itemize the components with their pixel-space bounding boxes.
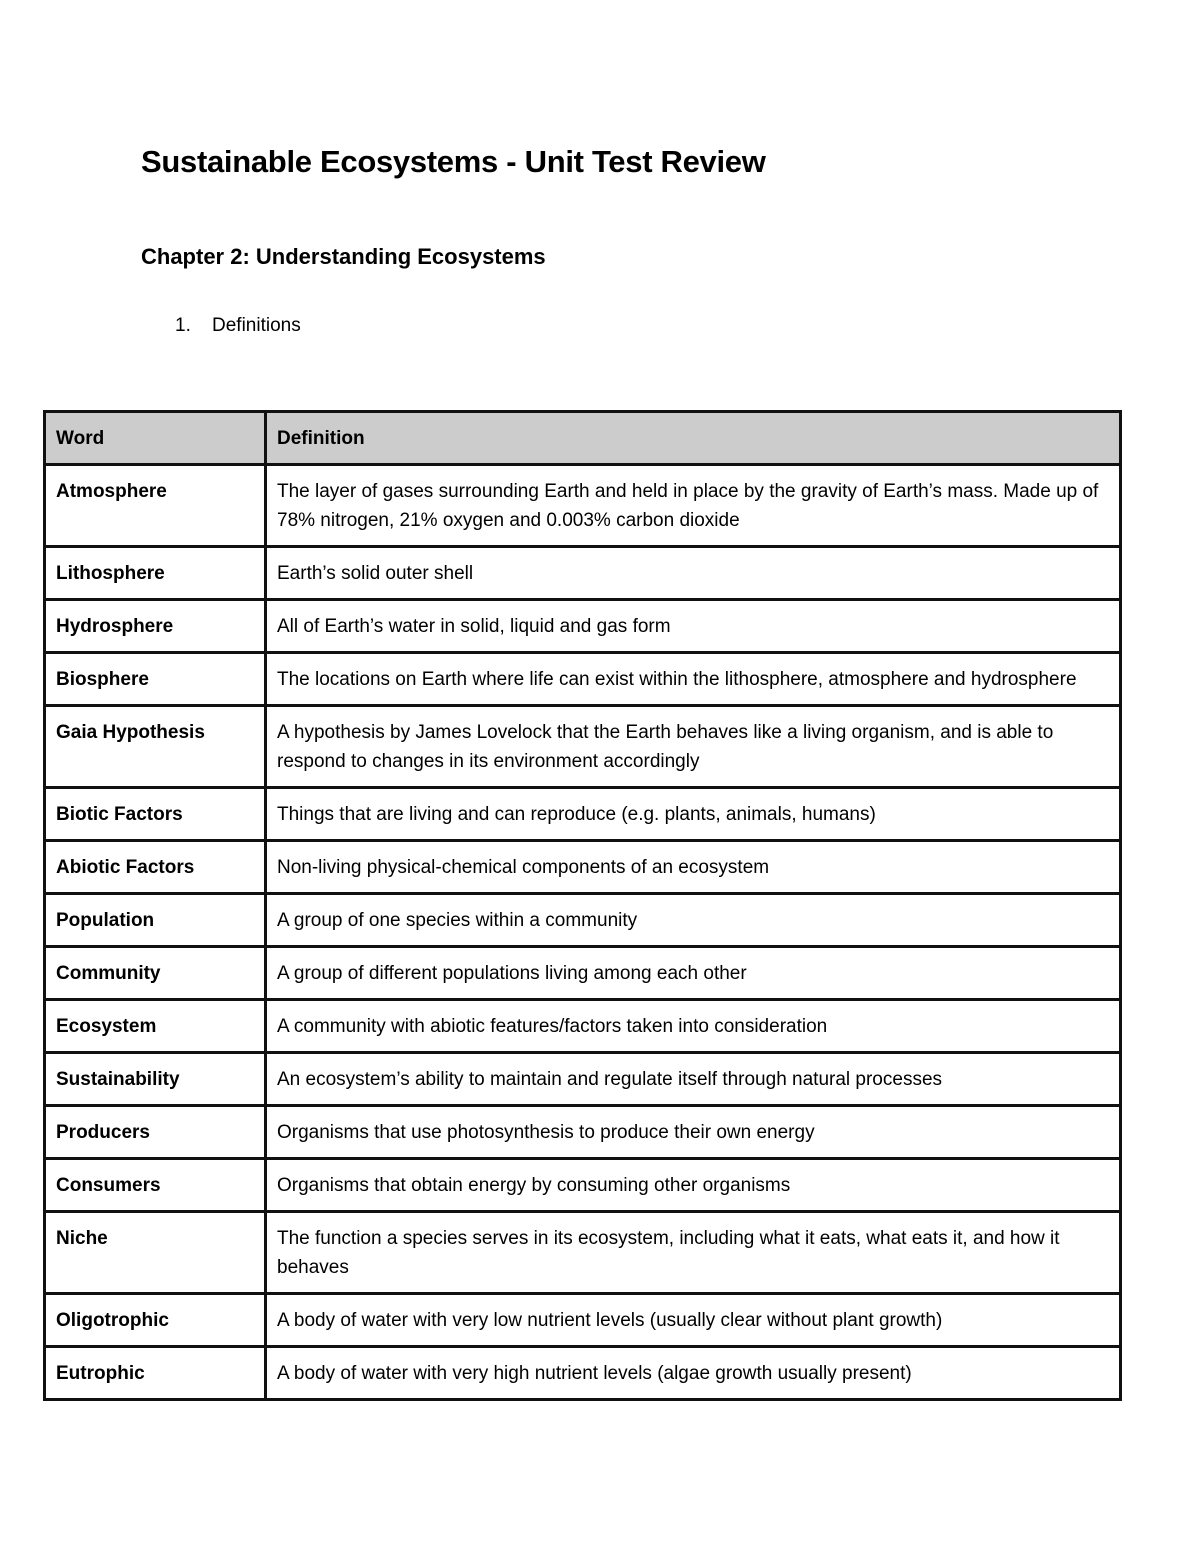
list-label: Definitions (212, 315, 301, 336)
table-row (45, 465, 1121, 547)
definition-cell: The function a species serves in its ecosystem, including what it eats, what eats it, and how it behaves (266, 1212, 1121, 1294)
table-row (45, 894, 1121, 947)
definition-cell: The layer of gases surrounding Earth and held in place by the gravity of Earth’s mass. Made up of 78% nitrogen, 21% oxygen and 0.003% carbon dioxide (266, 465, 1121, 547)
table-row (45, 841, 1121, 894)
definition-cell: A group of different populations living among each other (266, 947, 1121, 1000)
word-cell: Producers (45, 1106, 266, 1159)
definition-cell: An ecosystem’s ability to maintain and regulate itself through natural processes (266, 1053, 1121, 1106)
numbered-list (175, 311, 301, 341)
definition-cell: Non-living physical-chemical components of an ecosystem (266, 841, 1121, 894)
definition-cell: All of Earth’s water in solid, liquid and gas form (266, 600, 1121, 653)
list-number: 1. (175, 315, 191, 336)
word-cell: Eutrophic (45, 1347, 266, 1400)
column-header-definition: Definition (266, 412, 1121, 465)
chapter-heading: Chapter 2: Understanding Ecosystems (141, 244, 546, 269)
definition-cell: A body of water with very low nutrient levels (usually clear without plant growth) (266, 1294, 1121, 1347)
table-row (45, 1347, 1121, 1400)
word-cell: Community (45, 947, 266, 1000)
word-cell: Population (45, 894, 266, 947)
table-row (45, 1159, 1121, 1212)
table-row (45, 947, 1121, 1000)
definition-cell: A body of water with very high nutrient levels (algae growth usually present) (266, 1347, 1121, 1400)
word-cell: Oligotrophic (45, 1294, 266, 1347)
table-row (45, 706, 1121, 788)
table-row (45, 1294, 1121, 1347)
definition-cell: Organisms that use photosynthesis to produce their own energy (266, 1106, 1121, 1159)
definition-cell: Earth’s solid outer shell (266, 547, 1121, 600)
word-cell: Abiotic Factors (45, 841, 266, 894)
definition-cell: A community with abiotic features/factors taken into consideration (266, 1000, 1121, 1053)
word-cell: Sustainability (45, 1053, 266, 1106)
word-cell: Niche (45, 1212, 266, 1294)
table-row (45, 1106, 1121, 1159)
table-row (45, 653, 1121, 706)
table-row (45, 600, 1121, 653)
word-cell: Biotic Factors (45, 788, 266, 841)
definition-cell: The locations on Earth where life can exist within the lithosphere, atmosphere and hydrosphere (266, 653, 1121, 706)
column-header-word: Word (45, 412, 266, 465)
table-row (45, 788, 1121, 841)
word-cell: Lithosphere (45, 547, 266, 600)
word-cell: Ecosystem (45, 1000, 266, 1053)
definition-cell: A group of one species within a community (266, 894, 1121, 947)
word-cell: Consumers (45, 1159, 266, 1212)
table-row (45, 1212, 1121, 1294)
table-header-row (45, 412, 1121, 465)
definition-cell: A hypothesis by James Lovelock that the Earth behaves like a living organism, and is able to respond to changes in its environment accordingly (266, 706, 1121, 788)
table-row (45, 547, 1121, 600)
page-title: Sustainable Ecosystems - Unit Test Review (141, 144, 766, 179)
table-row (45, 1053, 1121, 1106)
word-cell: Atmosphere (45, 465, 266, 547)
list-item (175, 311, 301, 341)
word-cell: Biosphere (45, 653, 266, 706)
word-cell: Gaia Hypothesis (45, 706, 266, 788)
definitions-table (43, 410, 1122, 1401)
word-cell: Hydrosphere (45, 600, 266, 653)
table-row (45, 1000, 1121, 1053)
definition-cell: Things that are living and can reproduce (e.g. plants, animals, humans) (266, 788, 1121, 841)
definition-cell: Organisms that obtain energy by consuming other organisms (266, 1159, 1121, 1212)
